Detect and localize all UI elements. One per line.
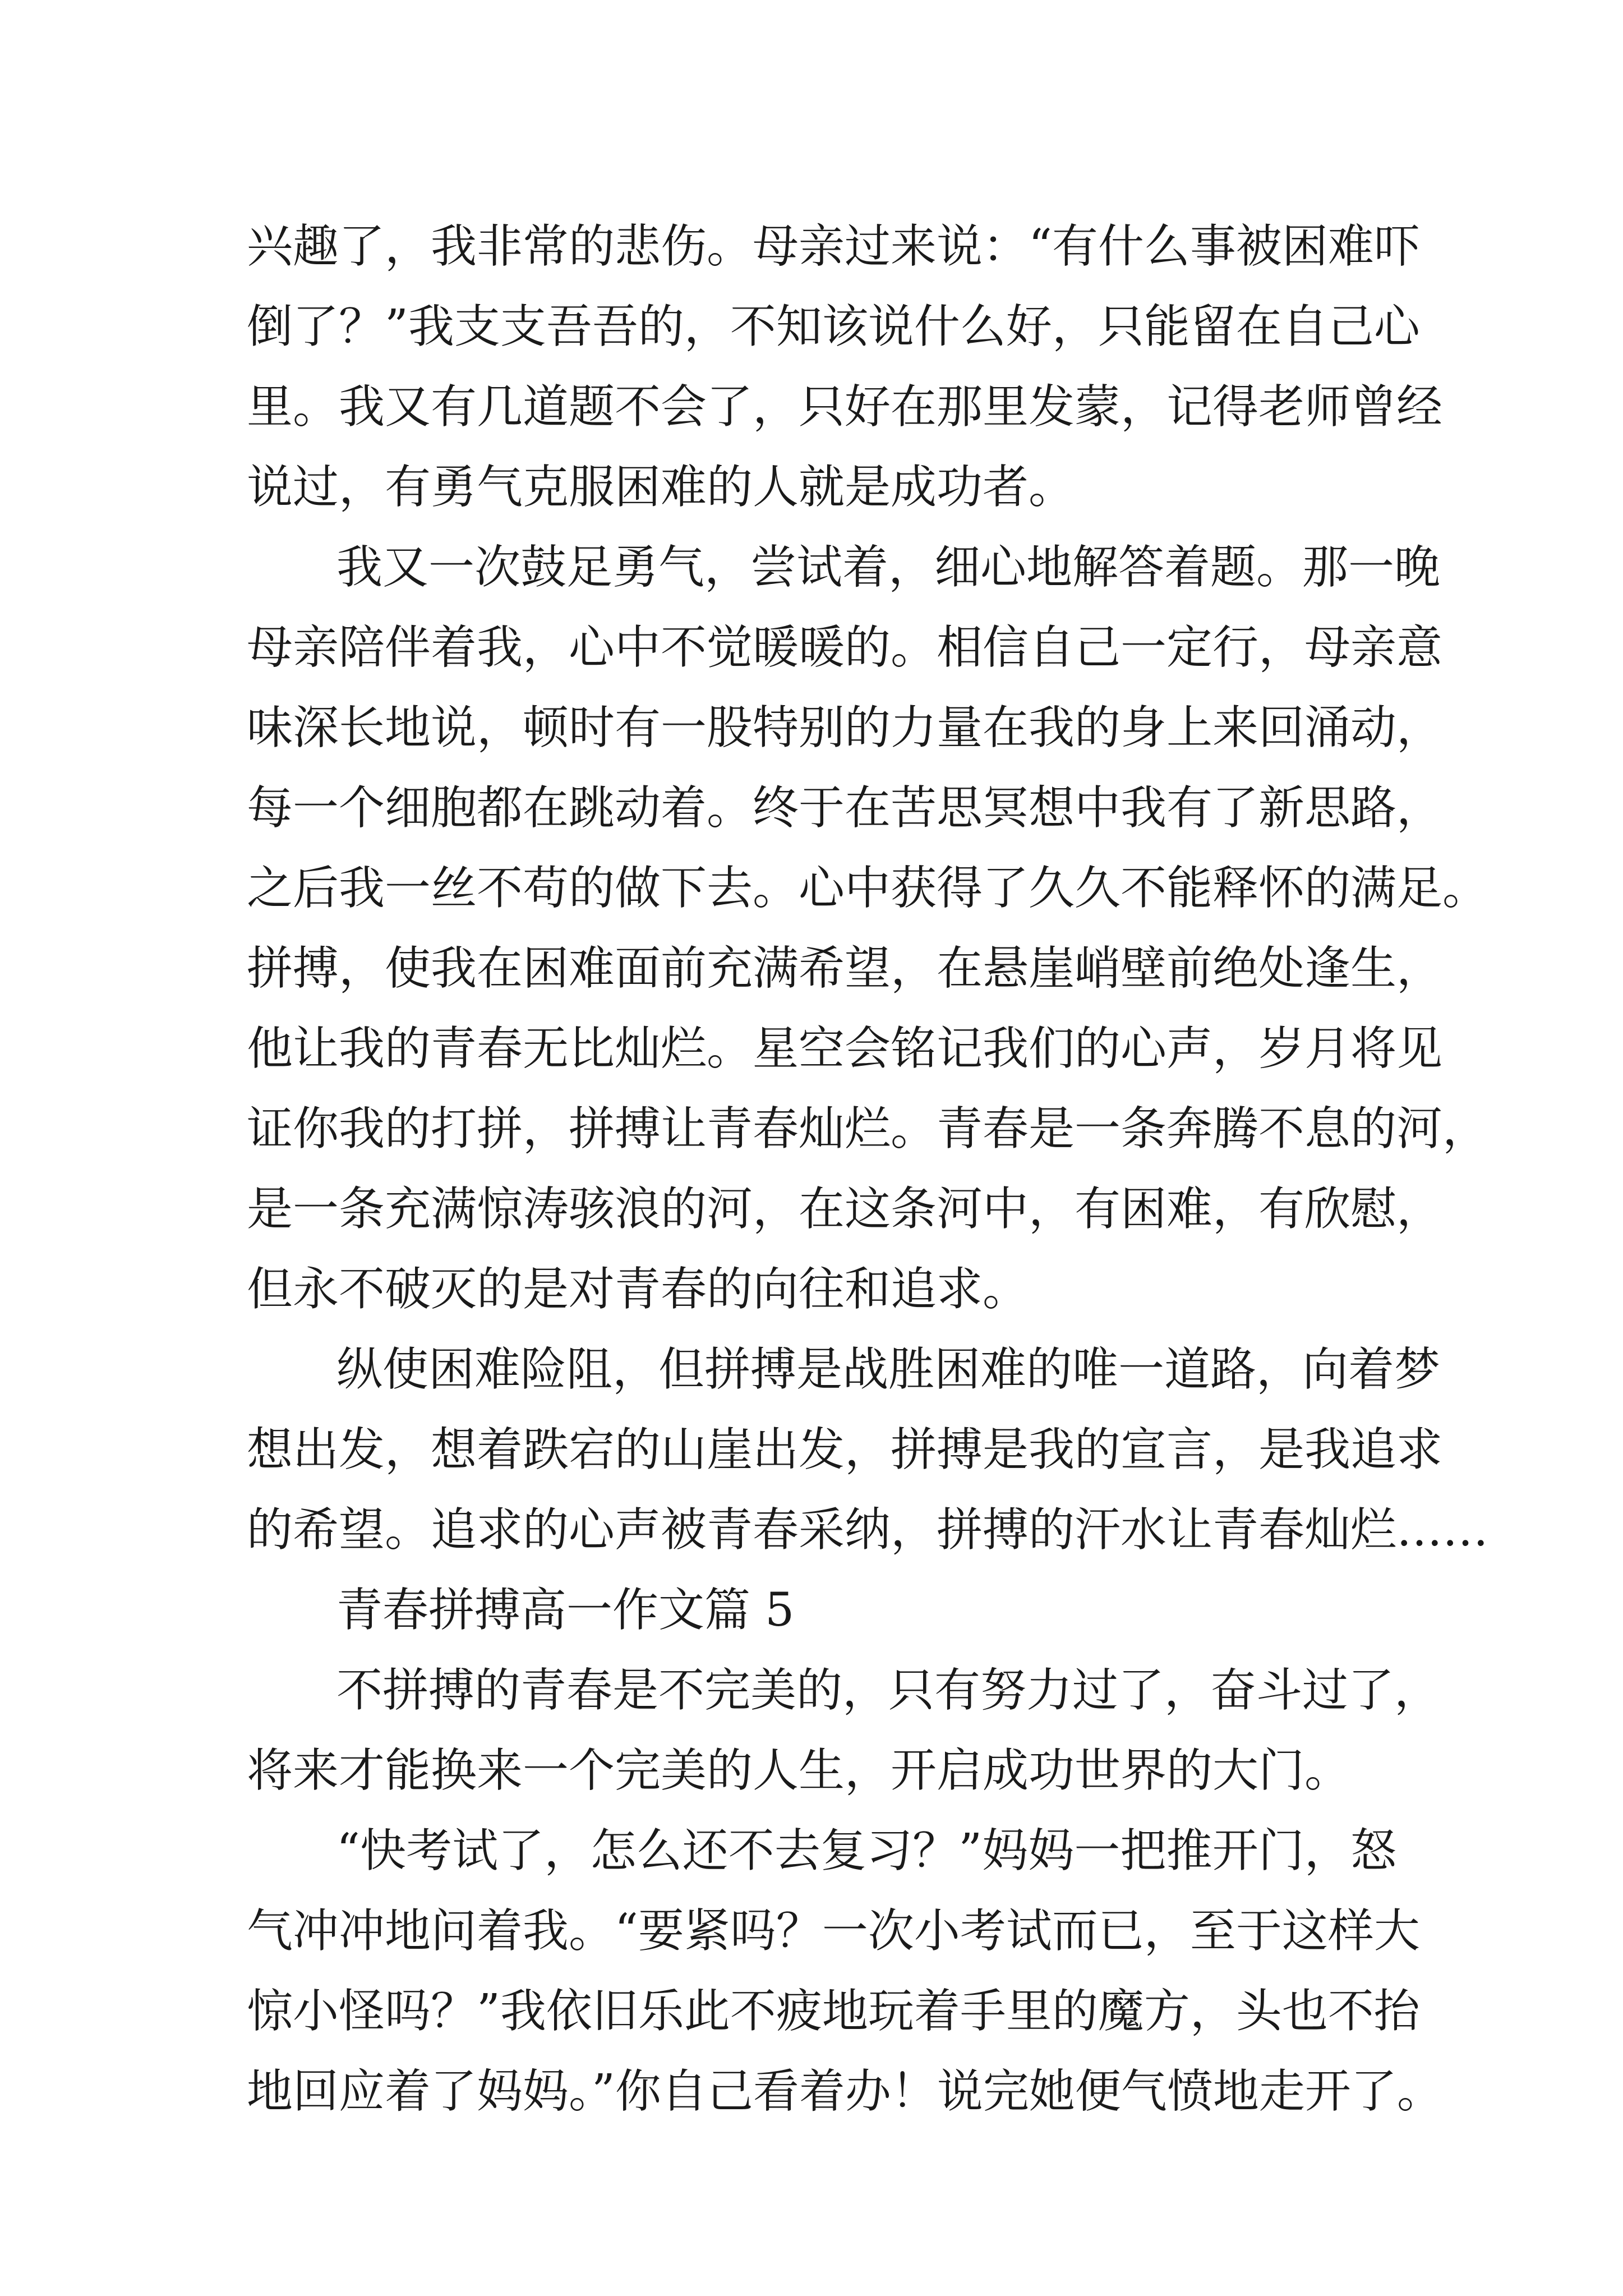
- paragraph-line: 纵使困难险阻，但拼搏是战胜困难的唯一道路，向着梦: [336, 1343, 1441, 1396]
- paragraph-line: 母亲陪伴着我，心中不觉暖暖的。相信自己一定行，母亲意: [247, 621, 1443, 674]
- paragraph-line: 气冲冲地问着我。“要紧吗？一次小考试而已，至于这样大: [247, 1904, 1420, 1958]
- paragraph-line: 兴趣了，我非常的悲伤。母亲过来说：“有什么事被困难吓: [247, 220, 1420, 273]
- paragraph-line: 他让我的青春无比灿烂。星空会铭记我们的心声，岁月将见: [247, 1022, 1443, 1075]
- paragraph-line: 的希望。追求的心声被青春采纳，拼搏的汗水让青春灿烂……: [247, 1503, 1489, 1557]
- paragraph-line: 将来才能换来一个完美的人生，开启成功世界的大门。: [247, 1744, 1351, 1797]
- paragraph: [247, 1811, 1443, 2132]
- paragraph-line: 里。我又有几道题不会了，只好在那里发蒙，记得老师曾经: [247, 380, 1443, 434]
- paragraph-line: 证你我的打拼，拼搏让青春灿烂。青春是一条奔腾不息的河，: [247, 1102, 1489, 1156]
- paragraph-line: 拼搏，使我在困难面前充满希望，在悬崖峭壁前绝处逢生，: [247, 942, 1443, 995]
- paragraph-line: 惊小怪吗？”我依旧乐此不疲地玩着手里的魔方，头也不抬: [247, 1985, 1420, 2038]
- paragraph-line: 倒了？”我支支吾吾的，不知该说什么好，只能留在自己心: [247, 300, 1420, 353]
- paragraph-line: 但永不破灭的是对青春的向往和追求。: [247, 1263, 1029, 1316]
- paragraph: [247, 1650, 1441, 1811]
- paragraph: [247, 206, 1443, 527]
- paragraph-line: 说过，有勇气克服困难的人就是成功者。: [247, 461, 1075, 514]
- section-heading: 青春拼搏高一作文篇 5: [336, 1584, 795, 1637]
- paragraph-line: 地回应着了妈妈。”你自己看着办！说完她便气愤地走开了。: [247, 2065, 1443, 2118]
- paragraph-line: 不拼搏的青春是不完美的，只有努力过了，奋斗过了，: [336, 1664, 1441, 1717]
- document-body: [247, 206, 1489, 2132]
- paragraph-line: 之后我一丝不苟的做下去。心中获得了久久不能释怀的满足。: [247, 862, 1489, 915]
- paragraph-line: 我又一次鼓足勇气，尝试着，细心地解答着题。那一晚: [336, 541, 1441, 594]
- paragraph-line: 是一条充满惊涛骇浪的河，在这条河中，有困难，有欣慰，: [247, 1182, 1443, 1236]
- paragraph: [247, 1329, 1489, 1570]
- paragraph-line: “快考试了，怎么还不去复习？”妈妈一把推开门，怒: [336, 1824, 1396, 1878]
- paragraph-line: 每一个细胞都在跳动着。终于在苦思冥想中我有了新思路，: [247, 781, 1443, 835]
- paragraph-line: 味深长地说，顿时有一股特别的力量在我的身上来回涌动，: [247, 701, 1443, 754]
- paragraph: [247, 527, 1489, 1329]
- paragraph-line: 想出发，想着跌宕的山崖出发，拼搏是我的宣言，是我追求: [247, 1423, 1443, 1476]
